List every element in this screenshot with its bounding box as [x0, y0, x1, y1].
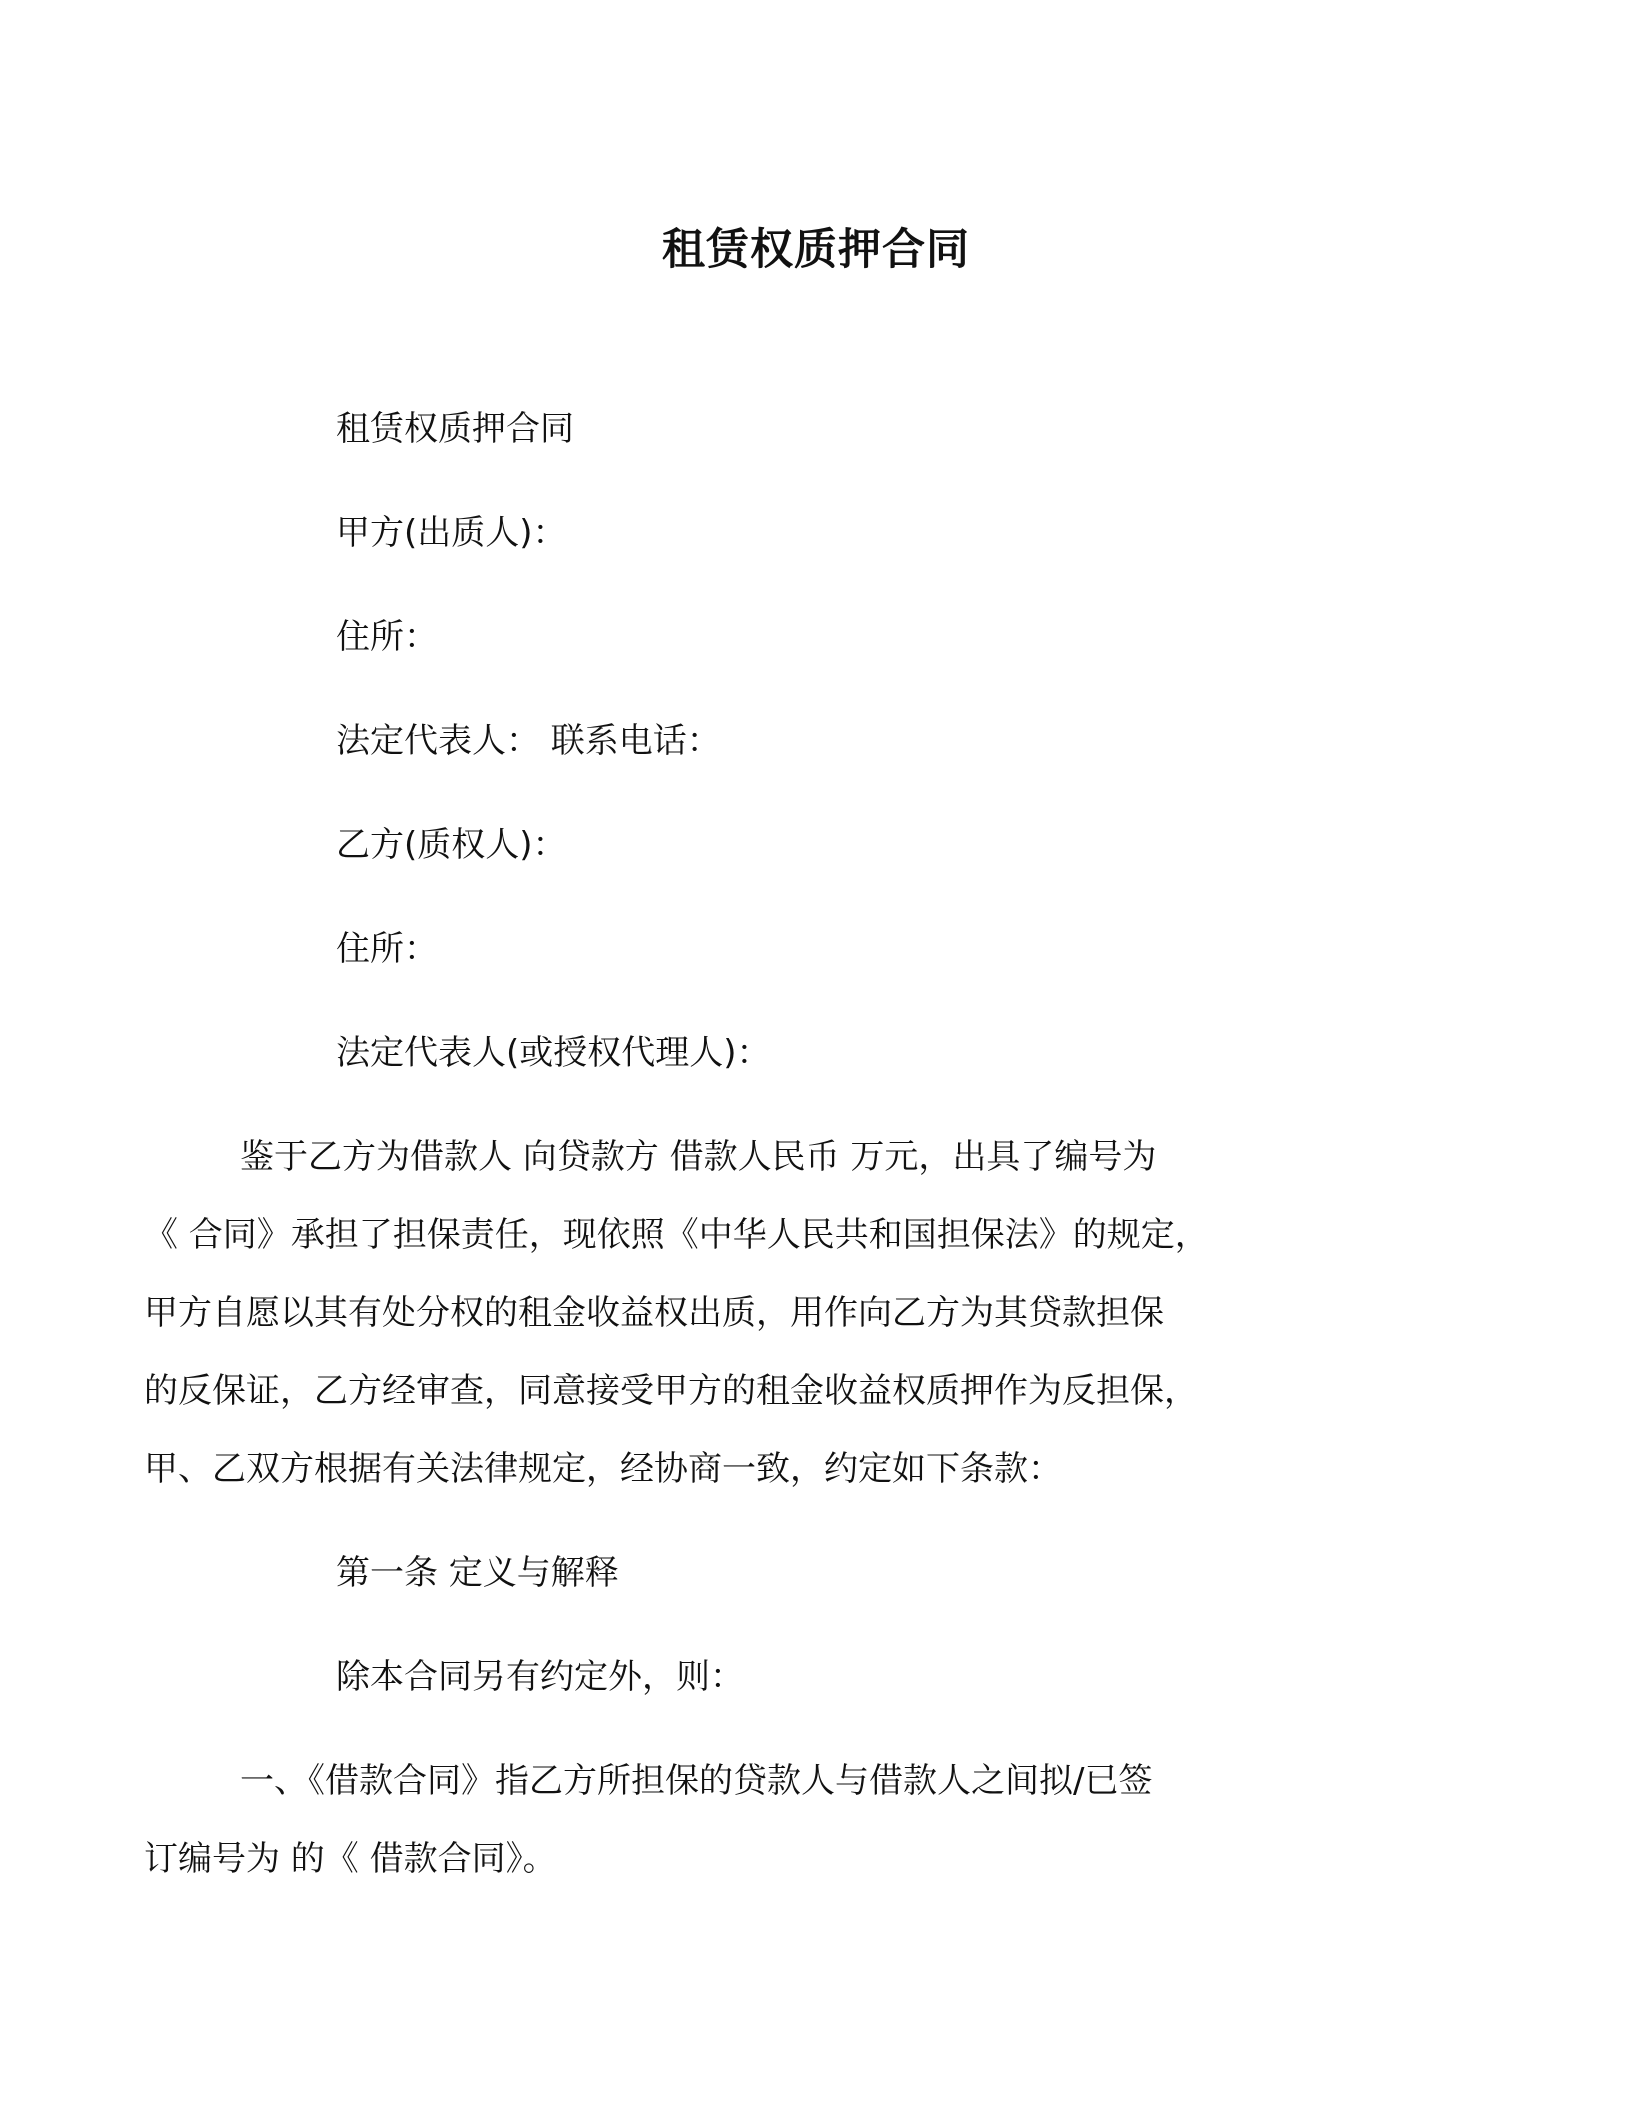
- document-body: [144, 390, 1390, 1924]
- clause-1-paragraph: [144, 1742, 1390, 1898]
- preamble-line: 甲、乙双方根据有关法律规定，经协商一致，约定如下条款：: [144, 1449, 1062, 1489]
- article-1-heading: 第一条 定义与解释: [336, 1553, 619, 1593]
- clause-1-line: 一、《借款合同》指乙方所担保的贷款人与借款人之间拟/已签: [240, 1761, 1153, 1801]
- preamble-line: 鉴于乙方为借款人 向贷款方 借款人民币 万元，出具了编号为: [240, 1137, 1157, 1177]
- party-a-address-line: 住所：: [336, 617, 438, 657]
- preamble-line: 的反保证，乙方经审查，同意接受甲方的租金收益权质押作为反担保，: [144, 1371, 1198, 1411]
- clause-1-line: 订编号为 的《 借款合同》。: [144, 1839, 557, 1879]
- contract-name-line: 租赁权质押合同: [336, 409, 574, 449]
- preamble-line: 《 合同》承担了担保责任，现依照《中华人民共和国担保法》的规定，: [144, 1215, 1209, 1255]
- article-1-intro: 除本合同另有约定外，则：: [336, 1657, 744, 1697]
- party-b-line: 乙方(质权人)：: [336, 825, 567, 865]
- party-b-address-line: 住所：: [336, 929, 438, 969]
- party-b-representative-line: 法定代表人(或授权代理人)：: [336, 1033, 771, 1073]
- party-a-line: 甲方(出质人)：: [336, 513, 567, 553]
- party-a-representative-line: 法定代表人： 联系电话：: [336, 721, 721, 761]
- document-title: 租赁权质押合同: [662, 225, 970, 275]
- preamble-line: 甲方自愿以其有处分权的租金收益权出质，用作向乙方为其贷款担保: [144, 1293, 1164, 1333]
- preamble-paragraph: [144, 1118, 1390, 1508]
